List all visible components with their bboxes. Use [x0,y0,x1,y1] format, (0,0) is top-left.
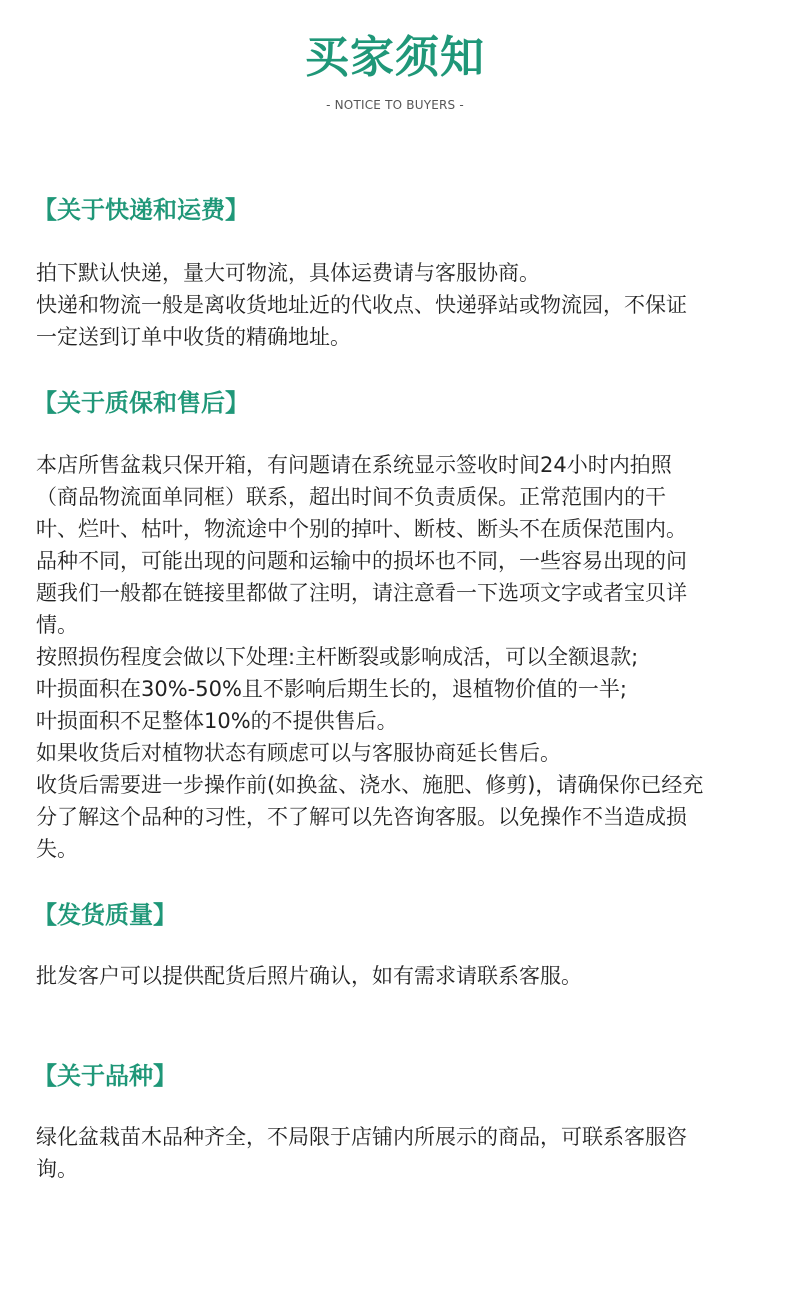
text-line: 收货后需要进一步操作前(如换盆、浇水、施肥、修剪)，请确保你已经充 [36,773,704,797]
text-line: 失。 [36,837,78,861]
text-line: 批发客户可以提供配货后照片确认，如有需求请联系客服。 [36,964,582,988]
section-body-varieties [36,1121,756,1185]
section-heading-quality: 【发货质量】 [33,901,177,929]
text-line: 绿化盆栽苗木品种齐全，不局限于店铺内所展示的商品，可联系客服咨 [36,1125,687,1149]
text-line: 品种不同，可能出现的问题和运输中的损坏也不同，一些容易出现的问 [36,549,687,573]
text-line: 如果收货后对植物状态有顾虑可以与客服协商延长售后。 [36,741,561,765]
section-body-quality [36,960,756,992]
section-heading-shipping: 【关于快递和运费】 [33,196,249,224]
text-line: 拍下默认快递，量大可物流，具体运费请与客服协商。 [36,261,540,285]
text-line: 题我们一般都在链接里都做了注明，请注意看一下选项文字或者宝贝详 [36,581,687,605]
text-line: 按照损伤程度会做以下处理:主杆断裂或影响成活，可以全额退款; [36,645,639,669]
text-line: （商品物流面单同框）联系，超出时间不负责质保。正常范围内的干 [36,485,666,509]
text-line: 叶损面积不足整体10%的不提供售后。 [36,709,398,733]
section-heading-varieties: 【关于品种】 [33,1062,177,1090]
text-line: 分了解这个品种的习性，不了解可以先咨询客服。以免操作不当造成损 [36,805,687,829]
section-body-shipping [36,257,756,353]
page-title: 买家须知 [305,32,485,83]
text-line: 快递和物流一般是离收货地址近的代收点、快递驿站或物流园，不保证 [36,293,687,317]
page-subtitle: - NOTICE TO BUYERS - [326,98,464,112]
text-line: 一定送到订单中收货的精确地址。 [36,325,351,349]
text-line: 询。 [36,1157,78,1181]
section-heading-warranty: 【关于质保和售后】 [33,389,249,417]
section-body-warranty [36,449,756,865]
text-line: 本店所售盆栽只保开箱，有问题请在系统显示签收时间24小时内拍照 [36,453,672,477]
text-line: 叶、烂叶、枯叶，物流途中个别的掉叶、断枝、断头不在质保范围内。 [36,517,687,541]
text-line: 情。 [36,613,78,637]
text-line: 叶损面积在30%-50%且不影响后期生长的，退植物价值的一半; [36,677,628,701]
